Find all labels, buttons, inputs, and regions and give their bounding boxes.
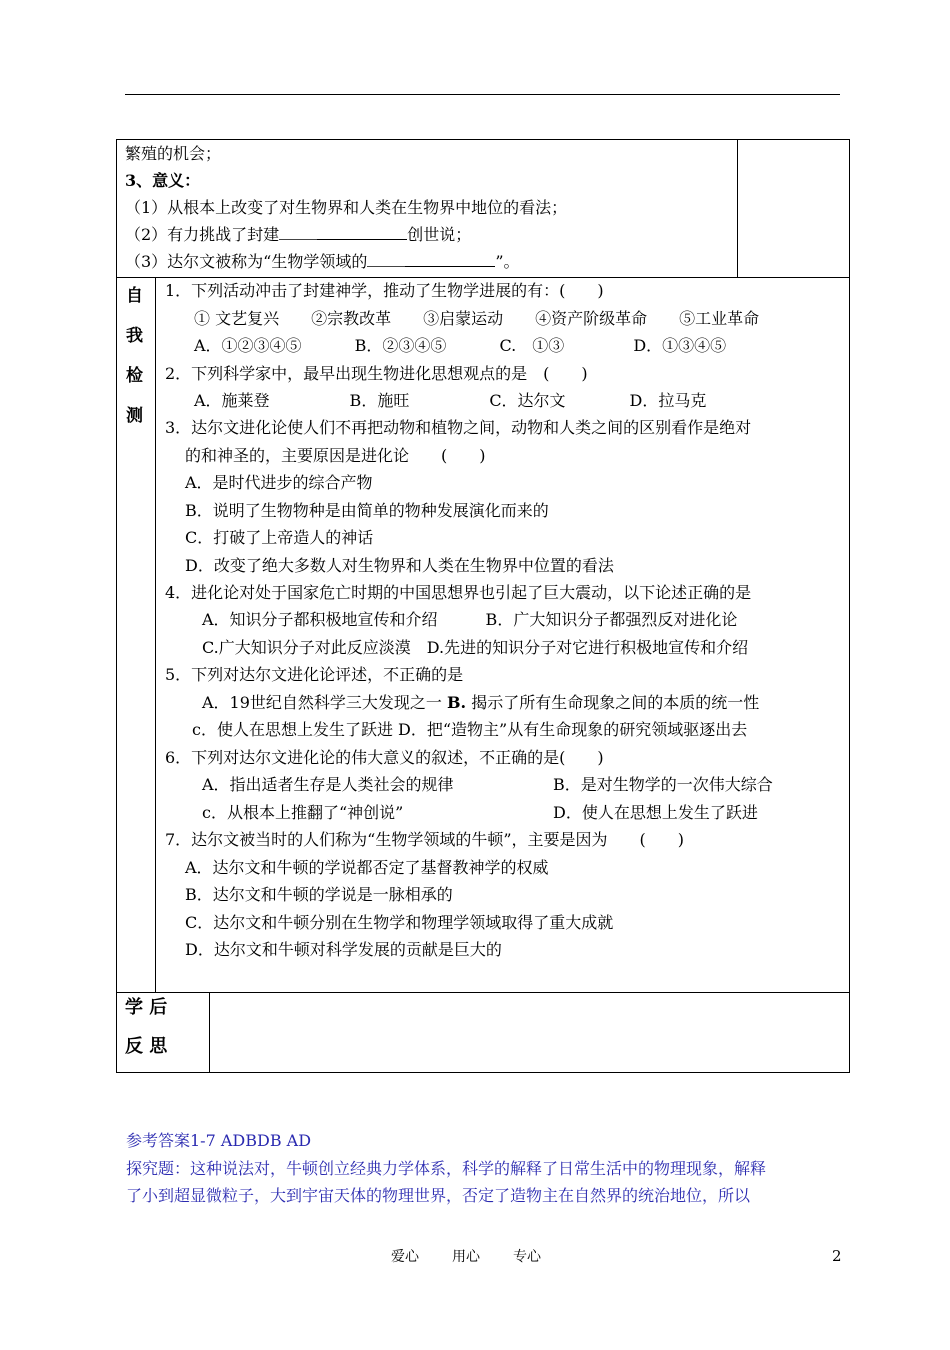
fill-blank bbox=[367, 252, 405, 267]
fill-blank bbox=[279, 225, 317, 240]
reflection-label-row2: 反 思 bbox=[125, 1036, 168, 1057]
question-3-option-d: D．改变了绝大多数人对生物界和人类在生物界中位置的看法 bbox=[185, 556, 614, 575]
worksheet-table bbox=[116, 139, 850, 1073]
question-7-option-c: C．达尔文和牛顿分别在生物学和物理学领域取得了重大成就 bbox=[185, 913, 614, 932]
row-divider-1 bbox=[116, 277, 850, 278]
significance-item-2 bbox=[125, 225, 471, 245]
fill-blank bbox=[405, 252, 495, 267]
footer-motto-2: 用心 bbox=[452, 1249, 480, 1265]
table-border-left bbox=[116, 139, 117, 1073]
question-6-option-c: c．从根本上推翻了“神创说” bbox=[202, 803, 404, 822]
question-3-option-c: C．打破了上帝造人的神话 bbox=[185, 528, 374, 547]
question-5-options-cd: c．使人在思想上发生了跃进 D．把“造物主”从有生命现象的研究领域驱逐出去 bbox=[192, 720, 748, 739]
page-number: 2 bbox=[832, 1247, 842, 1265]
significance-item-3 bbox=[125, 252, 520, 272]
question-6-option-a: A．指出适者生存是人类社会的规律 bbox=[202, 775, 454, 794]
self-check-label-divider bbox=[155, 277, 156, 993]
self-check-label-char: 自 bbox=[126, 286, 143, 306]
reflection-answer-area bbox=[210, 993, 849, 1072]
self-check-label-char: 我 bbox=[126, 326, 143, 346]
reflection-label-row1: 学 后 bbox=[125, 997, 168, 1018]
question-6-option-d: D．使人在思想上发生了跃进 bbox=[553, 803, 758, 822]
question-5-options-ab bbox=[202, 693, 759, 713]
question-5-option-b: 揭示了所有生命现象之间的本质的统一性 bbox=[471, 693, 760, 712]
table-border-bottom bbox=[116, 1072, 850, 1073]
footer-motto-1: 爱心 bbox=[391, 1249, 419, 1265]
question-4-options-ab: A．知识分子都积极地宣传和介绍 B．广大知识分子都强烈反对进化论 bbox=[202, 610, 738, 629]
summary-line1: 繁殖的机会； bbox=[125, 144, 222, 163]
item3-suffix: ”。 bbox=[495, 252, 520, 271]
question-5: 5．下列对达尔文进化论评述，不正确的是 bbox=[165, 665, 464, 684]
question-3-option-a: A．是时代进步的综合产物 bbox=[185, 473, 373, 492]
question-1-options: A．①②③④⑤ B．②③④⑤ C. ①③ D．①③④⑤ bbox=[178, 336, 727, 355]
summary-right-column-divider bbox=[737, 139, 738, 278]
question-3-option-b: B．说明了生物物种是由简单的物种发展演化而来的 bbox=[185, 501, 549, 520]
significance-heading: 3、意义： bbox=[125, 171, 201, 190]
fill-blank bbox=[317, 225, 407, 240]
question-6-option-b: B．是对生物学的一次伟大综合 bbox=[553, 775, 773, 794]
significance-item-1: （1）从根本上改变了对生物界和人类在生物界中地位的看法； bbox=[125, 198, 568, 217]
question-5-option-b-letter: B. bbox=[447, 693, 467, 712]
question-7: 7．达尔文被当时的人们称为“生物学领域的牛顿”，主要是因为 ( ) bbox=[165, 830, 685, 849]
item3-prefix: （3）达尔文被称为“生物学领域的 bbox=[125, 252, 368, 271]
question-2-options: A．施莱登 B．施旺 C．达尔文 D．拉马克 bbox=[178, 391, 707, 410]
explore-answer-line1: 探究题：这种说法对，牛顿创立经典力学体系，科学的解释了日常生活中的物理现象，解释 bbox=[126, 1159, 767, 1178]
header-rule bbox=[125, 94, 840, 95]
question-7-option-b: B．达尔文和牛顿的学说是一脉相承的 bbox=[185, 885, 453, 904]
footer-motto-3: 专心 bbox=[513, 1249, 541, 1265]
question-1: 1．下列活动冲击了封建神学，推动了生物学进展的有：( ) bbox=[165, 281, 604, 300]
question-4: 4．进化论对处于国家危亡时期的中国思想界也引起了巨大震动，以下论述正确的是 bbox=[165, 583, 752, 602]
question-3-cont: 的和神圣的，主要原因是进化论 ( ) bbox=[185, 446, 486, 465]
table-border-top bbox=[116, 139, 850, 140]
answer-key: 参考答案1-7 ADBDB AD bbox=[126, 1131, 312, 1150]
question-6: 6．下列对达尔文进化论的伟大意义的叙述，不正确的是( ) bbox=[165, 748, 604, 767]
item2-prefix: （2）有力挑战了封建 bbox=[125, 225, 280, 244]
table-border-right bbox=[849, 139, 850, 1073]
item2-suffix: 创世说； bbox=[407, 225, 472, 244]
question-7-option-a: A．达尔文和牛顿的学说都否定了基督教神学的权威 bbox=[185, 858, 549, 877]
question-5-option-a: A．19世纪自然科学三大发现之一 bbox=[202, 693, 442, 712]
question-3: 3．达尔文进化论使人们不再把动物和植物之间，动物和人类之间的区别看作是绝对 bbox=[165, 418, 752, 437]
explore-answer-line2: 了小到超显微粒子，大到宇宙天体的物理世界，否定了造物主在自然界的统治地位，所以 bbox=[126, 1186, 751, 1205]
question-4-options-cd: C.广大知识分子对此反应淡漠 D.先进的知识分子对它进行积极地宣传和介绍 bbox=[202, 638, 749, 657]
question-1-items: ① 文艺复兴 ②宗教改革 ③启蒙运动 ④资产阶级革命 ⑤工业革命 bbox=[178, 309, 760, 328]
question-2: 2．下列科学家中，最早出现生物进化思想观点的是 ( ) bbox=[165, 364, 588, 383]
self-check-label-char: 检 bbox=[126, 366, 143, 386]
question-7-option-d: D．达尔文和牛顿对科学发展的贡献是巨大的 bbox=[185, 940, 502, 959]
self-check-label-char: 测 bbox=[126, 406, 143, 426]
